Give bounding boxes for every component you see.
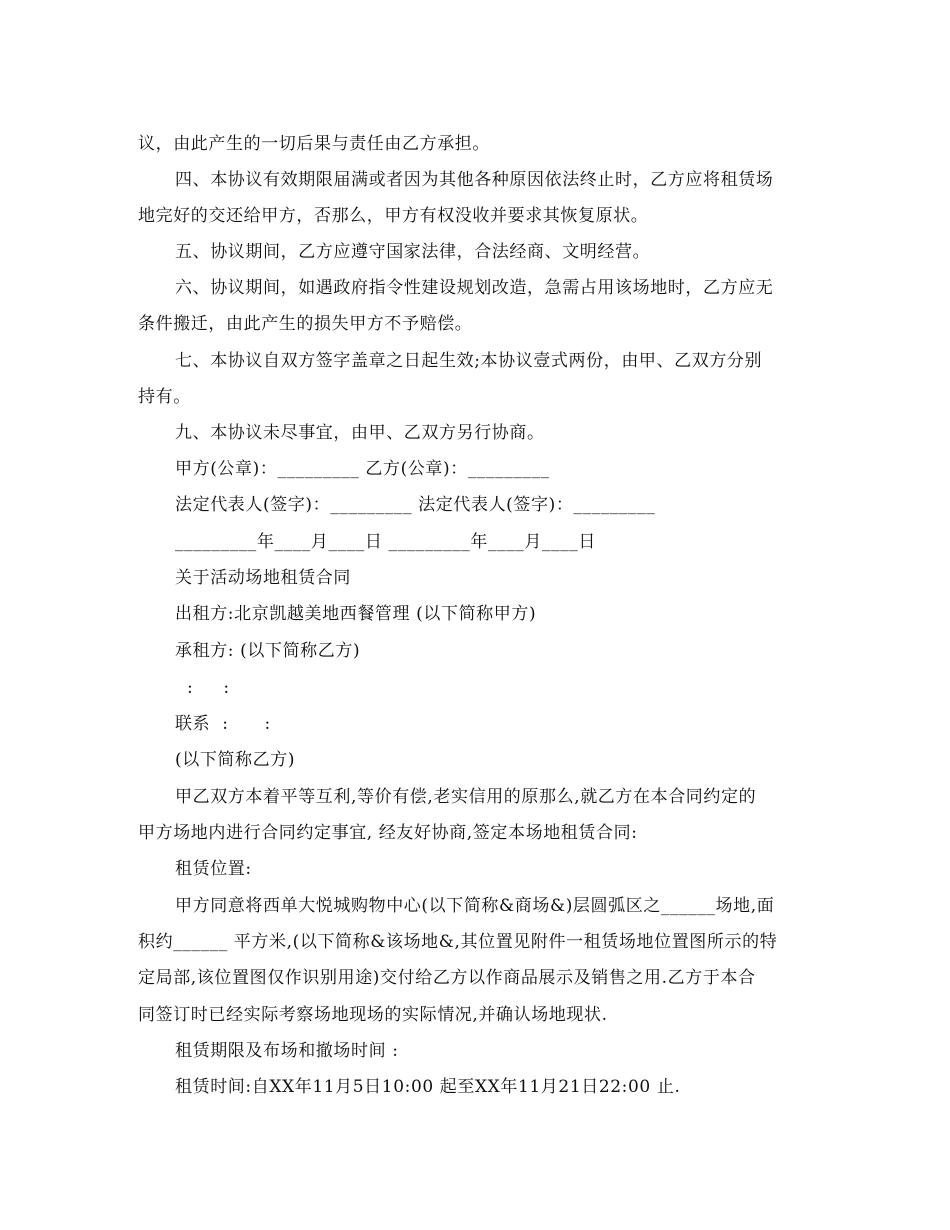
text-line: 承租方: (以下简称乙方) bbox=[175, 641, 361, 661]
contract-title: 关于活动场地租赁合同 bbox=[175, 568, 351, 588]
text-line: 条件搬迁，由此产生的损失甲方不予赔偿。 bbox=[138, 314, 473, 334]
section-heading: 租赁位置: bbox=[175, 859, 252, 879]
text-line: 四、本协议有效期限届满或者因为其他各种原因依法终止时，乙方应将租赁场 bbox=[175, 170, 774, 190]
signature-line: 法定代表人(签字)：_________ 法定代表人(签字)：_________ bbox=[175, 495, 656, 515]
text-line: 议，由此产生的一切后果与责任由乙方承担。 bbox=[138, 134, 490, 154]
text-line: (以下简称乙方) bbox=[175, 750, 296, 770]
text-line: 甲方场地内进行合同约定事宜, 经友好协商,签定本场地租赁合同: bbox=[138, 823, 638, 843]
text-line: 积约______ 平方米,(以下简称&该场地&,其位置见附件一租赁场地位置图所示的特 bbox=[138, 932, 778, 952]
date-line: _________年____月____日 _________年____月____日 bbox=[175, 532, 597, 552]
section-heading: 租赁期限及布场和撤场时间 : bbox=[175, 1041, 399, 1061]
text-line: 持有。 bbox=[138, 387, 191, 407]
text-line: 地完好的交还给甲方，否那么，甲方有权没收并要求其恢复原状。 bbox=[138, 206, 649, 226]
text-line: : : bbox=[175, 678, 230, 698]
text-line: 同签订时已经实际考察场地现场的实际情况,并确认场地现状. bbox=[138, 1005, 608, 1025]
text-line: 联系 : : bbox=[175, 714, 271, 734]
text-line: 甲方同意将西单大悦城购物中心(以下简称&商场&)层圆弧区之______场地,面 bbox=[175, 896, 775, 916]
signature-line: 甲方(公章)：_________ 乙方(公章)：_________ bbox=[175, 459, 550, 479]
text-line: 五、协议期间，乙方应遵守国家法律，合法经商、文明经营。 bbox=[175, 242, 651, 262]
text-line: 九、本协议未尽事宜，由甲、乙双方另行协商。 bbox=[175, 423, 545, 443]
text-line: 租赁时间:自XX年11月5日10:00 起至XX年11月21日22:00 止. bbox=[175, 1077, 681, 1097]
text-line: 六、协议期间，如遇政府指令性建设规划改造，急需占用该场地时，乙方应无 bbox=[175, 278, 774, 298]
text-line: 甲乙双方本着平等互利,等价有偿,老实信用的原那么,就乙方在本合同约定的 bbox=[175, 787, 757, 807]
text-line: 出租方:北京凯越美地西餐管理 (以下简称甲方) bbox=[175, 604, 537, 624]
text-line: 七、本协议自双方签字盖章之日起生效;本协议壹式两份，由甲、乙双方分别 bbox=[175, 351, 763, 371]
text-line: 定局部,该位置图仅作识别用途)交付给乙方以作商品展示及销售之用.乙方于本合 bbox=[138, 968, 756, 988]
